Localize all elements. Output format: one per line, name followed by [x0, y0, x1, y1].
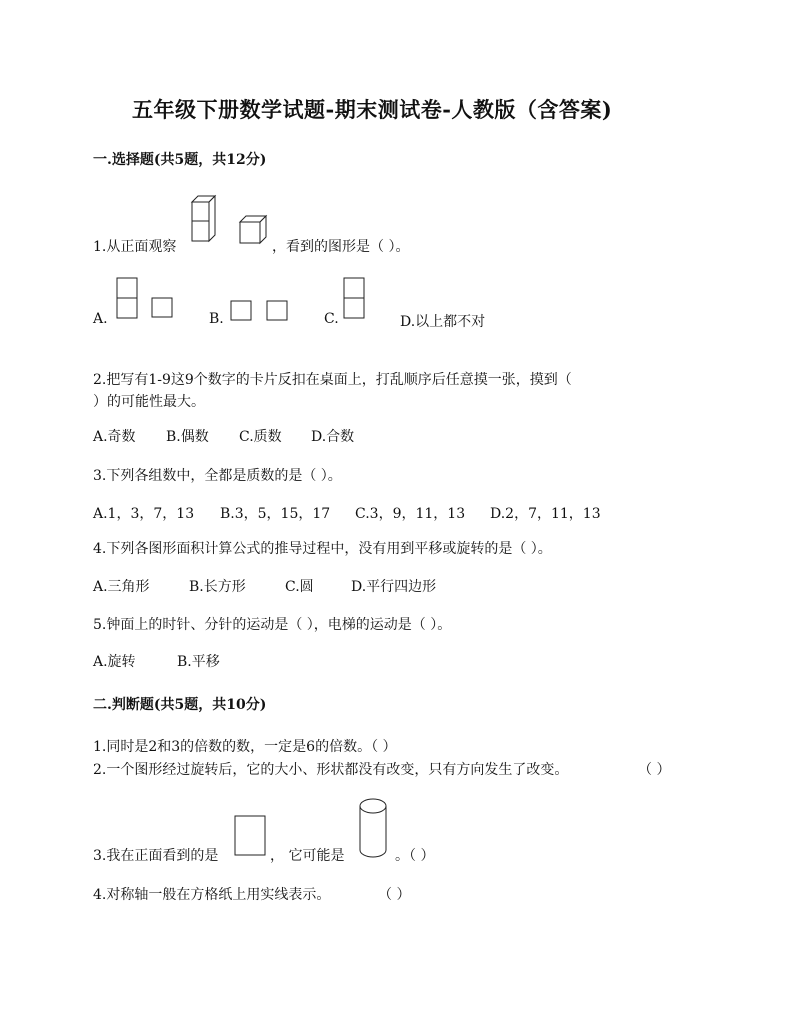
option-b-figure — [230, 300, 290, 324]
judgment-2: 2.一个图形经过旋转后，它的大小、形状都没有改变，只有方向发生了改变。 — [93, 762, 569, 778]
question-1-suffix: ，看到的图形是（ ）。 — [272, 239, 410, 255]
q4-option-b: B.长方形 — [189, 579, 246, 595]
judgment-1: 1.同时是2和3的倍数的数，一定是6的倍数。（ ） — [93, 739, 397, 755]
section-heading-choice: 一.选择题(共5题，共12分) — [93, 152, 267, 168]
page-title: 五年级下册数学试题-期末测试卷-人教版（含答案) — [132, 97, 613, 122]
q5-option-b: B.平移 — [177, 654, 220, 670]
judgment-4-paren: （ ） — [378, 887, 411, 903]
judgment-4: 4.对称轴一般在方格纸上用实线表示。 — [93, 887, 331, 903]
q3-option-d: D.2，7，11，13 — [490, 506, 601, 522]
section-heading-judgment: 二.判断题(共5题，共10分) — [93, 697, 267, 713]
question-2-line1: 2.把写有1-9这9个数字的卡片反扣在桌面上，打乱顺序后任意摸一张，摸到（ — [93, 372, 572, 388]
q2-option-b: B.偶数 — [166, 429, 209, 445]
q5-option-a: A.旋转 — [93, 654, 136, 670]
question-1-prefix: 1.从正面观察 — [93, 239, 177, 255]
question-2-line2: ）的可能性最大。 — [93, 394, 205, 410]
option-a-figure — [116, 277, 176, 321]
q1-option-a: A. — [93, 311, 108, 327]
q2-option-c: C.质数 — [239, 429, 282, 445]
question-5: 5.钟面上的时针、分针的运动是（ ），电梯的运动是（ ）。 — [93, 617, 452, 633]
q1-option-b: B. — [209, 311, 224, 327]
judgment-3-prefix: 3.我在正面看到的是 — [93, 848, 219, 864]
q1-option-c: C. — [324, 311, 339, 327]
q4-option-d: D.平行四边形 — [351, 579, 437, 595]
single-cube-figure — [238, 216, 270, 248]
judgment-3-suffix: 。（ ） — [395, 848, 435, 864]
cylinder-figure — [358, 797, 390, 863]
judgment-2-paren: （ ） — [638, 762, 671, 778]
option-c-figure — [343, 277, 369, 321]
q2-option-d: D.合数 — [311, 429, 355, 445]
q3-option-b: B.3，5，15，17 — [220, 506, 331, 522]
judgment-3-middle: ， 它可能是 — [270, 848, 345, 864]
q1-option-d: D.以上都不对 — [400, 314, 486, 330]
stacked-cubes-figure — [190, 194, 226, 246]
front-view-rectangle-figure — [234, 815, 268, 859]
q2-option-a: A.奇数 — [93, 429, 136, 445]
question-3: 3.下列各组数中，全都是质数的是（ ）。 — [93, 468, 342, 484]
q4-option-c: C.圆 — [285, 579, 314, 595]
q3-option-a: A.1，3，7，13 — [93, 506, 195, 522]
q3-option-c: C.3，9，11，13 — [355, 506, 466, 522]
q4-option-a: A.三角形 — [93, 579, 150, 595]
question-4: 4.下列各图形面积计算公式的推导过程中，没有用到平移或旋转的是（ ）。 — [93, 541, 552, 557]
